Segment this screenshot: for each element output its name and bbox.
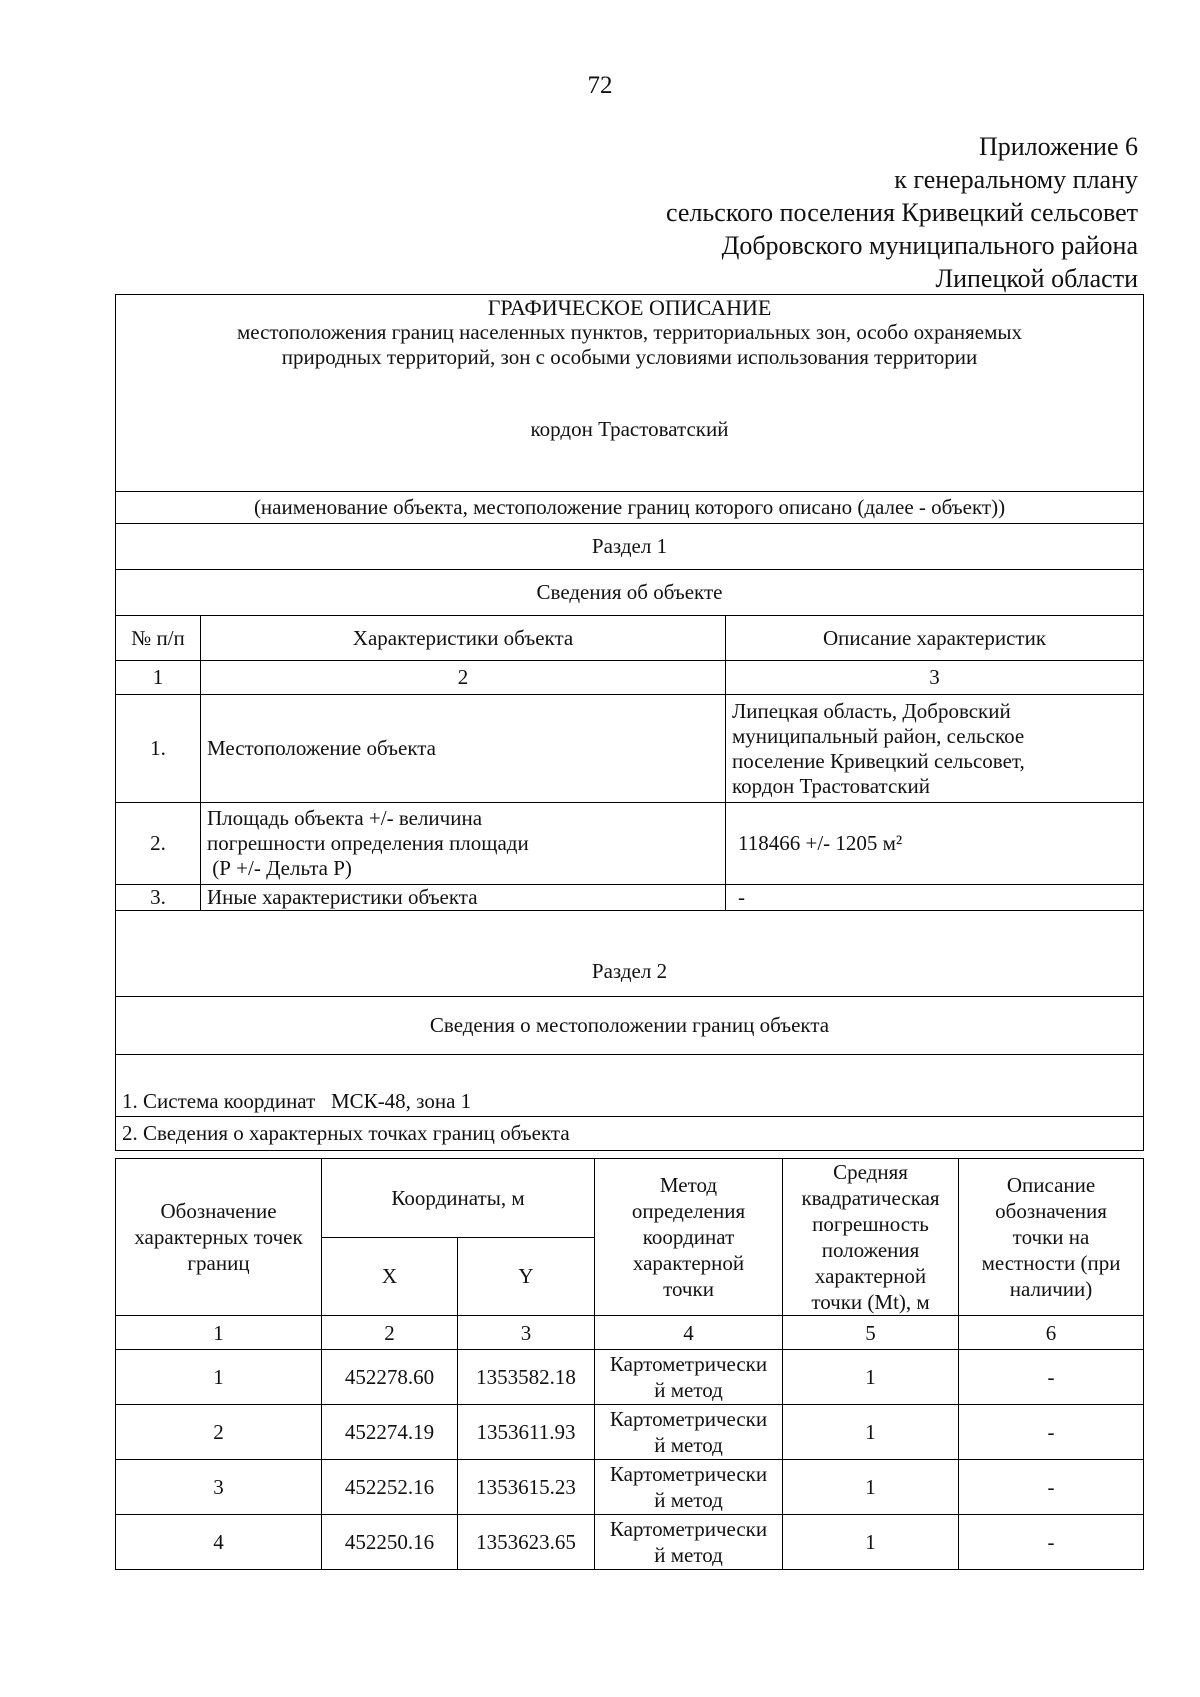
point-error: 1 bbox=[783, 1405, 959, 1460]
appendix-line: Липецкой области bbox=[935, 264, 1138, 293]
characteristic-cell: Иные характеристики объекта bbox=[201, 885, 726, 911]
column-header-designation bbox=[116, 1159, 322, 1316]
column-header-description bbox=[959, 1159, 1144, 1316]
header-line: погрешность bbox=[812, 1212, 929, 1236]
method-line: Картометрически bbox=[609, 1407, 768, 1431]
header-line: точки на bbox=[1012, 1225, 1090, 1249]
point-id: 4 bbox=[116, 1515, 322, 1570]
row-number: 1. bbox=[116, 695, 201, 803]
column-header: Описание характеристик bbox=[726, 616, 1144, 661]
method-line: Картометрически bbox=[609, 1462, 768, 1486]
table-row bbox=[116, 695, 1144, 803]
description-line: кордон Трастоватский bbox=[732, 773, 930, 798]
header-line: Средняя bbox=[833, 1160, 908, 1184]
column-header-error bbox=[783, 1159, 959, 1316]
point-error: 1 bbox=[783, 1460, 959, 1515]
appendix-line: Приложение 6 bbox=[978, 132, 1138, 161]
document-subtitle: природных территорий, зон с особыми условиями использования территории bbox=[281, 345, 978, 369]
point-x: 452274.19 bbox=[322, 1405, 458, 1460]
header-line: положения bbox=[821, 1238, 920, 1262]
column-number: 3 bbox=[458, 1316, 595, 1350]
header-line: характерной bbox=[632, 1251, 745, 1275]
point-y: 1353623.65 bbox=[458, 1515, 595, 1570]
section-2-subtitle: Сведения о местоположении границ объекта bbox=[116, 997, 1144, 1055]
table-row bbox=[116, 1460, 1144, 1515]
table-row bbox=[116, 1515, 1144, 1570]
characteristic-cell: Местоположение объекта bbox=[201, 695, 726, 803]
appendix-block bbox=[666, 130, 1138, 295]
method-line: Картометрически bbox=[609, 1517, 768, 1541]
column-number: 2 bbox=[322, 1316, 458, 1350]
point-y: 1353611.93 bbox=[458, 1405, 595, 1460]
description-line: поселение Кривецкий сельсовет, bbox=[732, 748, 1025, 773]
column-header: Характеристики объекта bbox=[201, 616, 726, 661]
points-table bbox=[115, 1158, 1144, 1570]
description-line: муниципальный район, сельское bbox=[732, 723, 1025, 748]
section-1-subtitle: Сведения об объекте bbox=[116, 570, 1144, 616]
method-line: й метод bbox=[654, 1378, 723, 1402]
point-method bbox=[595, 1515, 783, 1570]
section-2-title: Раздел 2 bbox=[116, 911, 1144, 997]
header-line: Описание bbox=[1006, 1173, 1096, 1197]
point-x: 452252.16 bbox=[322, 1460, 458, 1515]
document-title: ГРАФИЧЕСКОЕ ОПИСАНИЕ bbox=[487, 295, 772, 320]
description-cell: - bbox=[726, 885, 1144, 911]
characteristic-cell bbox=[201, 803, 726, 885]
row-number: 3. bbox=[116, 885, 201, 911]
column-number: 4 bbox=[595, 1316, 783, 1350]
point-x: 452278.60 bbox=[322, 1350, 458, 1405]
header-line: характерных точек bbox=[134, 1225, 303, 1249]
header-line: квадратическая bbox=[801, 1186, 940, 1210]
header-line: местности (при bbox=[981, 1251, 1121, 1275]
appendix-line: Добровского муниципального района bbox=[721, 231, 1138, 260]
description-cell bbox=[726, 695, 1144, 803]
column-header-y: Y bbox=[458, 1237, 595, 1316]
column-header-method bbox=[595, 1159, 783, 1316]
column-header: № п/п bbox=[116, 616, 201, 661]
point-y: 1353615.23 bbox=[458, 1460, 595, 1515]
document-subtitle: местоположения границ населенных пунктов, территориальных зон, особо охраняемых bbox=[236, 320, 1023, 344]
coordinate-system: 1. Система координат МСК-48, зона 1 bbox=[116, 1055, 1144, 1117]
table-row bbox=[116, 1405, 1144, 1460]
header-line: определения bbox=[631, 1199, 746, 1223]
appendix-line: сельского поселения Кривецкий сельсовет bbox=[666, 198, 1138, 227]
characteristic-line: погрешности определения площади bbox=[207, 831, 529, 855]
method-line: Картометрически bbox=[609, 1352, 768, 1376]
appendix-line: к генеральному плану bbox=[894, 165, 1138, 194]
document-table bbox=[115, 294, 1144, 1151]
method-line: й метод bbox=[654, 1433, 723, 1457]
title-block bbox=[116, 295, 1144, 492]
column-number: 2 bbox=[201, 661, 726, 695]
point-description: - bbox=[959, 1515, 1144, 1570]
points-heading: 2. Сведения о характерных точках границ объекта bbox=[116, 1117, 1144, 1151]
column-number: 1 bbox=[116, 661, 201, 695]
table-row bbox=[116, 885, 1144, 911]
method-line: й метод bbox=[654, 1488, 723, 1512]
point-method bbox=[595, 1460, 783, 1515]
point-id: 2 bbox=[116, 1405, 322, 1460]
header-line: точки bbox=[663, 1277, 714, 1301]
header-line: характерной bbox=[814, 1264, 927, 1288]
header-line: границ bbox=[187, 1251, 250, 1275]
point-error: 1 bbox=[783, 1515, 959, 1570]
point-error: 1 bbox=[783, 1350, 959, 1405]
column-number: 3 bbox=[726, 661, 1144, 695]
point-method bbox=[595, 1405, 783, 1460]
header-line: наличии) bbox=[1009, 1277, 1093, 1301]
point-description: - bbox=[959, 1405, 1144, 1460]
column-header-x: X bbox=[322, 1237, 458, 1316]
description-line: Липецкая область, Добровский bbox=[732, 698, 1011, 723]
point-description: - bbox=[959, 1350, 1144, 1405]
row-number: 2. bbox=[116, 803, 201, 885]
column-header-coordinates: Координаты, м bbox=[322, 1159, 595, 1238]
section-1-title: Раздел 1 bbox=[116, 524, 1144, 570]
point-x: 452250.16 bbox=[322, 1515, 458, 1570]
column-number: 6 bbox=[959, 1316, 1144, 1350]
table-row bbox=[116, 803, 1144, 885]
point-method bbox=[595, 1350, 783, 1405]
characteristic-line: Площадь объекта +/- величина bbox=[207, 806, 483, 830]
point-id: 3 bbox=[116, 1460, 322, 1515]
page-number: 72 bbox=[587, 72, 613, 99]
header-line: обозначения bbox=[995, 1199, 1107, 1223]
table-row bbox=[116, 1350, 1144, 1405]
characteristic-line: (Р +/- Дельта Р) bbox=[207, 856, 352, 880]
point-description: - bbox=[959, 1460, 1144, 1515]
column-number: 1 bbox=[116, 1316, 322, 1350]
point-y: 1353582.18 bbox=[458, 1350, 595, 1405]
point-id: 1 bbox=[116, 1350, 322, 1405]
object-name: кордон Трастоватский bbox=[530, 417, 729, 441]
object-caption: (наименование объекта, местоположение границ которого описано (далее - объект)) bbox=[116, 492, 1144, 524]
method-line: й метод bbox=[654, 1543, 723, 1567]
header-line: Метод bbox=[659, 1173, 718, 1197]
header-line: точки (Mt), м bbox=[811, 1290, 930, 1314]
description-cell: 118466 +/- 1205 м² bbox=[726, 803, 1144, 885]
header-line: координат bbox=[642, 1225, 735, 1249]
column-number: 5 bbox=[783, 1316, 959, 1350]
header-line: Обозначение bbox=[160, 1199, 277, 1223]
